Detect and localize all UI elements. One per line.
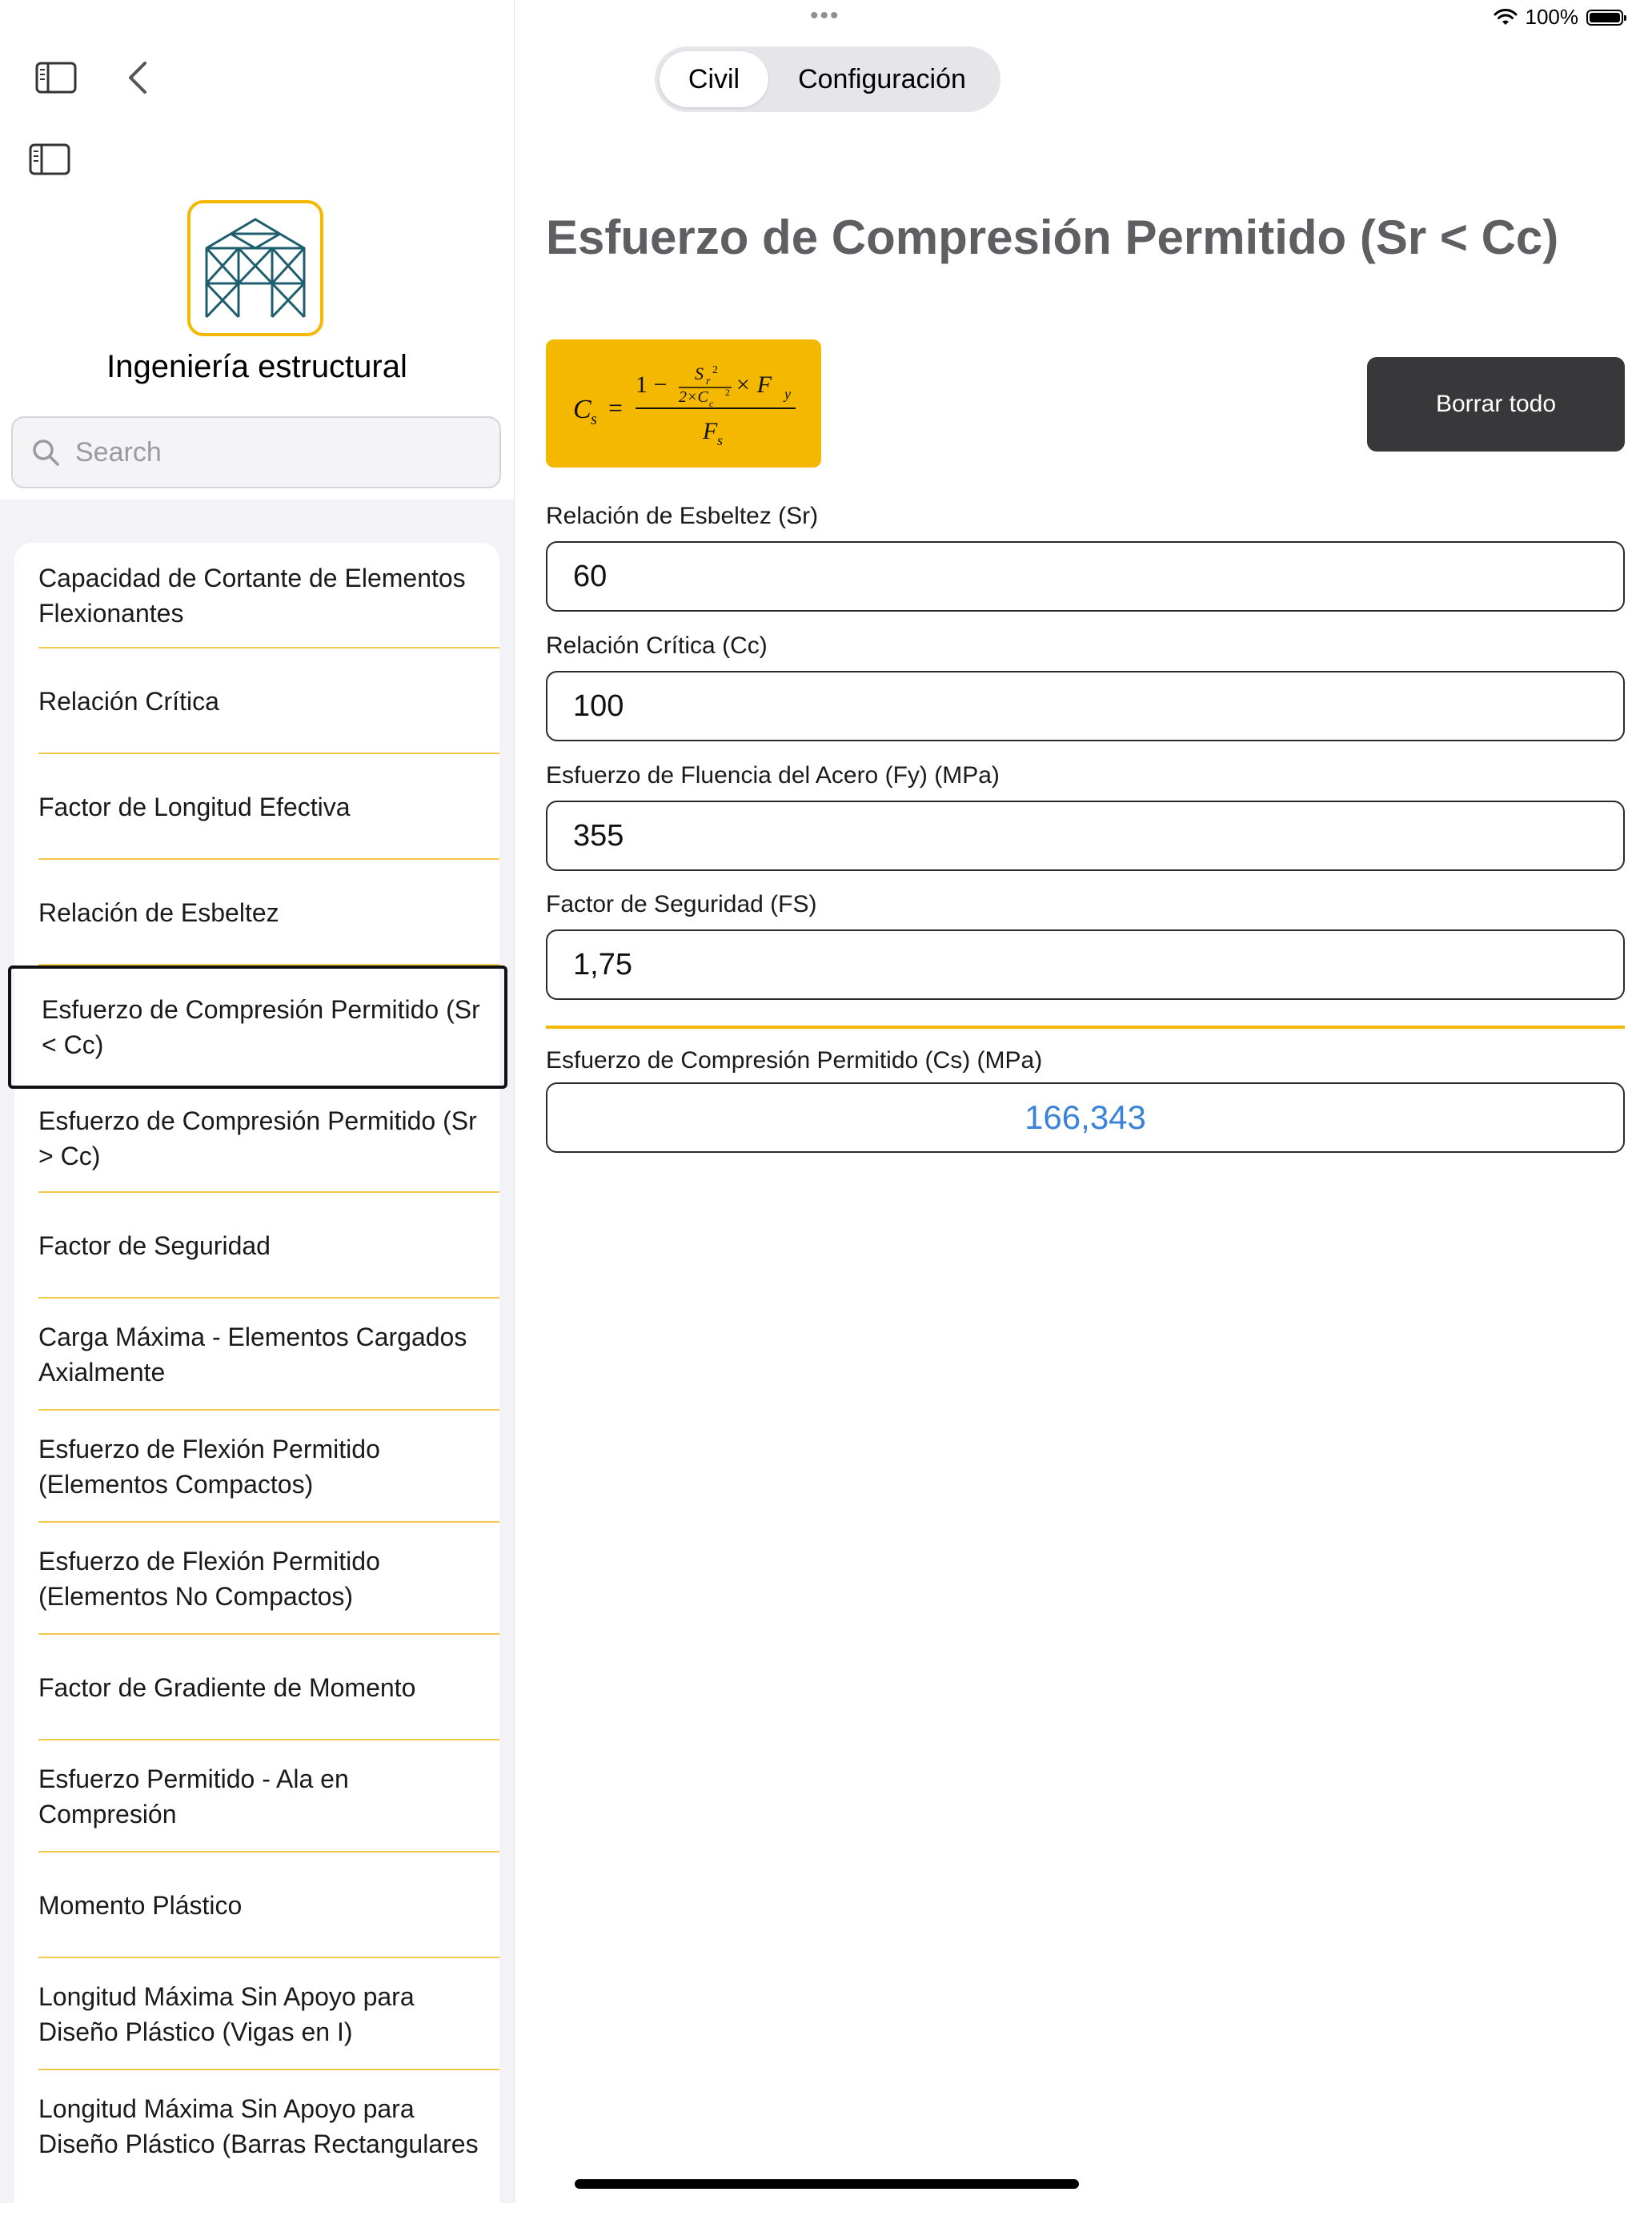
- list-item-label: Factor de Seguridad: [38, 1231, 271, 1260]
- safety-factor-input[interactable]: [571, 947, 1623, 983]
- list-item[interactable]: [14, 1958, 499, 2070]
- multitasking-dots[interactable]: •••: [810, 2, 840, 29]
- search-icon: [32, 439, 59, 466]
- list-item[interactable]: [14, 1084, 499, 1193]
- formula-den-prefix: 2×C: [679, 388, 708, 406]
- search-input[interactable]: [74, 436, 493, 469]
- list-item[interactable]: [14, 754, 499, 860]
- result-value: 166,343: [1024, 1098, 1146, 1136]
- clear-all-button[interactable]: Borrar todo: [1367, 357, 1625, 452]
- formula-lhs-sub: s: [591, 411, 597, 428]
- slenderness-ratio-field[interactable]: [546, 541, 1625, 612]
- formula-num-var: S: [695, 363, 704, 383]
- wifi-icon: [1494, 9, 1518, 26]
- critical-ratio-field[interactable]: [546, 671, 1625, 741]
- yield-stress-input[interactable]: [571, 818, 1623, 854]
- battery-icon: [1586, 10, 1623, 26]
- critical-ratio-label: Relación Crítica (Cc): [546, 632, 768, 659]
- result-divider: [546, 1026, 1625, 1029]
- safety-factor-field[interactable]: [546, 929, 1625, 1000]
- search-bar[interactable]: [11, 416, 501, 488]
- slenderness-ratio-input[interactable]: [571, 559, 1623, 595]
- result-label: Esfuerzo de Compresión Permitido (Cs) (MPa): [546, 1047, 1043, 1074]
- list-item-label: Relación de Esbeltez: [38, 898, 279, 927]
- yield-stress-field[interactable]: [546, 801, 1625, 871]
- list-item[interactable]: [14, 860, 499, 965]
- list-item[interactable]: [14, 1523, 499, 1635]
- list-item-label: Esfuerzo de Compresión Permitido (Sr > Cc): [38, 1106, 477, 1170]
- list-item-label: Esfuerzo de Flexión Permitido (Elementos No Compactos): [38, 1547, 380, 1611]
- formula-fy-sub: y: [784, 386, 791, 402]
- list-item-label: Relación Crítica: [38, 687, 219, 716]
- list-item[interactable]: [14, 1635, 499, 1740]
- list-item[interactable]: [14, 1193, 499, 1299]
- list-item-label: Esfuerzo Permitido - Ala en Compresión: [38, 1764, 349, 1829]
- list-item-label: Esfuerzo de Compresión Permitido (Sr < Cc): [42, 995, 480, 1059]
- page-title: Esfuerzo de Compresión Permitido (Sr < Cc): [546, 211, 1559, 264]
- list-item[interactable]: [14, 1740, 499, 1853]
- sidebar-panel-icon[interactable]: [29, 141, 70, 178]
- list-item[interactable]: [14, 1853, 499, 1958]
- critical-ratio-input[interactable]: [571, 688, 1623, 725]
- list-item[interactable]: [14, 543, 499, 648]
- list-item-label: Longitud Máxima Sin Apoyo para Diseño Plástico (Vigas en I): [38, 1982, 415, 2046]
- formula-bottom: F: [703, 418, 718, 444]
- list-item-label: Factor de Gradiente de Momento: [38, 1673, 416, 1702]
- formula-one-minus: 1 −: [636, 371, 668, 398]
- list-item-label: Momento Plástico: [38, 1891, 243, 1920]
- app-logo: [187, 200, 323, 336]
- category-segmented-control: [655, 46, 1000, 112]
- list-item-label: Longitud Máxima Sin Apoyo para Diseño Plástico (Barras Rectangulares: [38, 2094, 479, 2158]
- list-item[interactable]: [14, 1299, 499, 1411]
- svg-text:=: =: [608, 393, 624, 422]
- formula-num-sub: r: [706, 375, 711, 387]
- back-chevron-icon[interactable]: [122, 58, 154, 98]
- formula-bottom-sub: s: [717, 432, 724, 448]
- list-item-label: Carga Máxima - Elementos Cargados Axialmente: [38, 1323, 467, 1387]
- list-item-label: Esfuerzo de Flexión Permitido (Elementos Compactos): [38, 1435, 380, 1499]
- sidebar: [0, 0, 515, 2203]
- formula-lhs: C: [573, 395, 591, 424]
- list-item[interactable]: [14, 648, 499, 754]
- safety-factor-label: Factor de Seguridad (FS): [546, 891, 817, 917]
- tab-configuracion[interactable]: Configuración: [798, 63, 966, 94]
- home-indicator[interactable]: [575, 2179, 1079, 2189]
- formula-list: [14, 543, 499, 2224]
- list-item-label: Factor de Longitud Efectiva: [38, 793, 351, 821]
- list-item[interactable]: [14, 2070, 499, 2182]
- sidebar-toggle-icon[interactable]: [35, 59, 77, 96]
- result-value-box: [546, 1082, 1625, 1153]
- list-item-label: Capacidad de Cortante de Elementos Flexionantes: [38, 564, 466, 628]
- formula-den-sup: 2: [725, 387, 730, 398]
- formula-num-sup: 2: [712, 364, 718, 376]
- slenderness-ratio-label: Relación de Esbeltez (Sr): [546, 503, 819, 529]
- list-item-selected[interactable]: [8, 965, 507, 1089]
- formula-image: [546, 339, 821, 468]
- formula-den-sub: c: [709, 398, 714, 409]
- tab-civil[interactable]: Civil: [660, 51, 768, 107]
- status-bar-right: [1494, 5, 1624, 30]
- battery-percent: 100%: [1525, 5, 1578, 29]
- yield-stress-label: Esfuerzo de Fluencia del Acero (Fy) (MPa): [546, 762, 1000, 789]
- app-title: Ingeniería estructural: [106, 349, 407, 384]
- formula-times-fy: × F: [735, 371, 772, 398]
- list-item[interactable]: [14, 1411, 499, 1523]
- building-frame-icon: [203, 216, 307, 320]
